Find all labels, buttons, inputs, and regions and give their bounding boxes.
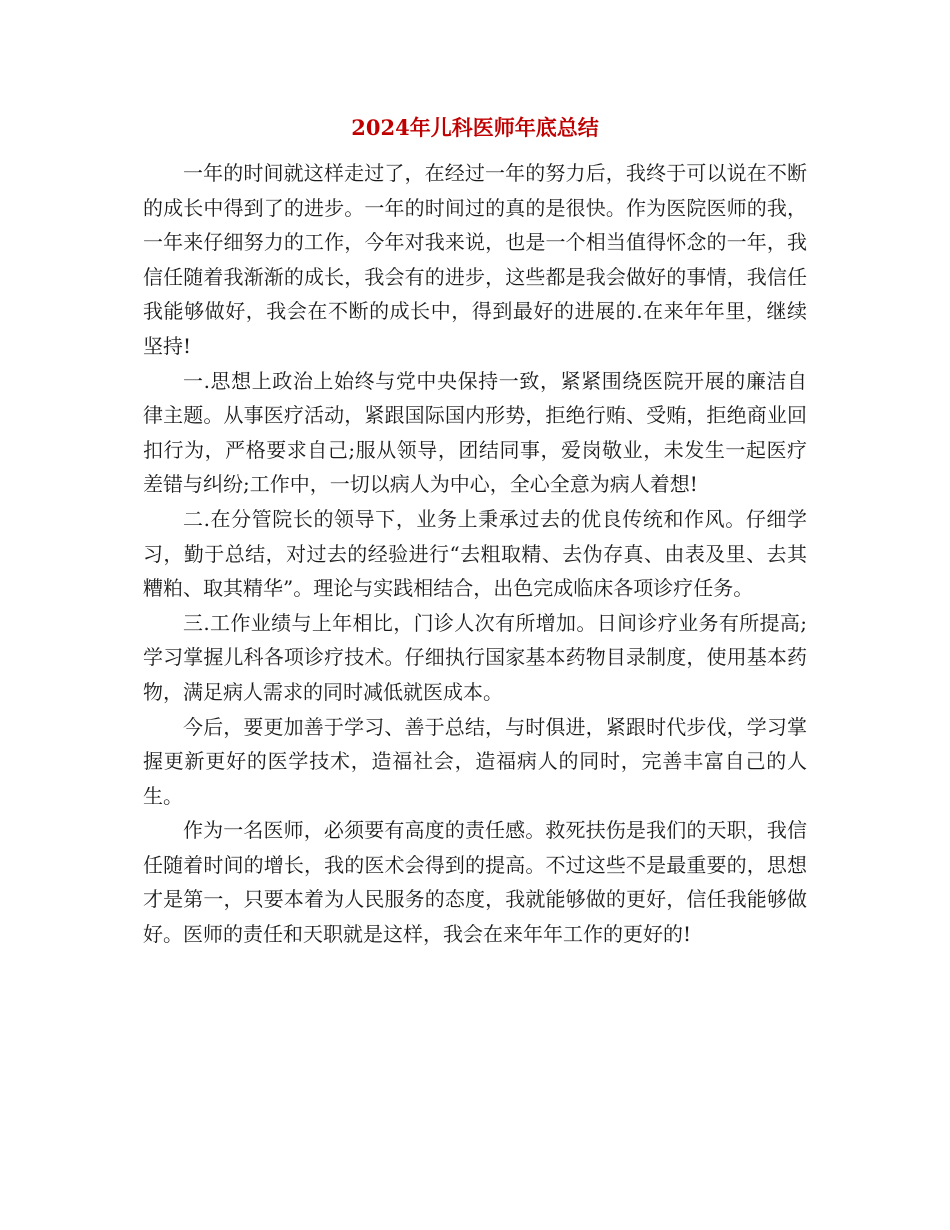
document-body xyxy=(143,156,807,952)
paragraph-conclusion: 作为一名医师，必须要有高度的责任感。救死扶伤是我们的天职，我信任随着时间的增长，我的医术会得到的提高。不过这些不是最重要的，思想才是第一，只要本着为人民服务的态度，我就能够做的更好，信任我能够做好。医师的责任和天职就是这样，我会在来年年工作的更好的! xyxy=(143,818,807,947)
paragraph-point-3: 三.工作业绩与上年相比，门诊人次有所增加。日间诊疗业务有所提高;学习掌握儿科各项诊疗技术。仔细执行国家基本药物目录制度，使用基本药物，满足病人需求的同时减低就医成本。 xyxy=(143,610,807,704)
paragraph-point-1: 一.思想上政治上始终与党中央保持一致，紧紧围绕医院开展的廉洁自律主题。从事医疗活动，紧跟国际国内形势，拒绝行贿、受贿，拒绝商业回扣行为，严格要求自己;服从领导，团结同事，爱岗敬业，未发生一起医疗差错与纠纷;工作中，一切以病人为中心，全心全意为病人着想! xyxy=(143,368,807,497)
paragraph-point-2: 二.在分管院长的领导下，业务上秉承过去的优良传统和作风。仔细学习，勤于总结，对过去的经验进行“去粗取精、去伪存真、由表及里、去其糟粕、取其精华”。理论与实践相结合，出色完成临床各项诊疗任务。 xyxy=(143,506,807,601)
paragraph-future: 今后，要更加善于学习、善于总结，与时俱进，紧跟时代步伐，学习掌握更新更好的医学技术，造福社会，造福病人的同时，完善丰富自己的人生。 xyxy=(143,714,807,808)
paragraph-intro: 一年的时间就这样走过了，在经过一年的努力后，我终于可以说在不断的成长中得到了的进步。一年的时间过的真的是很快。作为医院医师的我，一年来仔细努力的工作，今年对我来说，也是一个相当值得怀念的一年，我信任随着我渐渐的成长，我会有的进步，这些都是我会做好的事情，我信任我能够做好，我会在不断的成长中，得到最好的进展的.在来年年里，继续坚持! xyxy=(143,161,807,358)
document-title: 2024年儿科医师年底总结 xyxy=(351,115,599,140)
